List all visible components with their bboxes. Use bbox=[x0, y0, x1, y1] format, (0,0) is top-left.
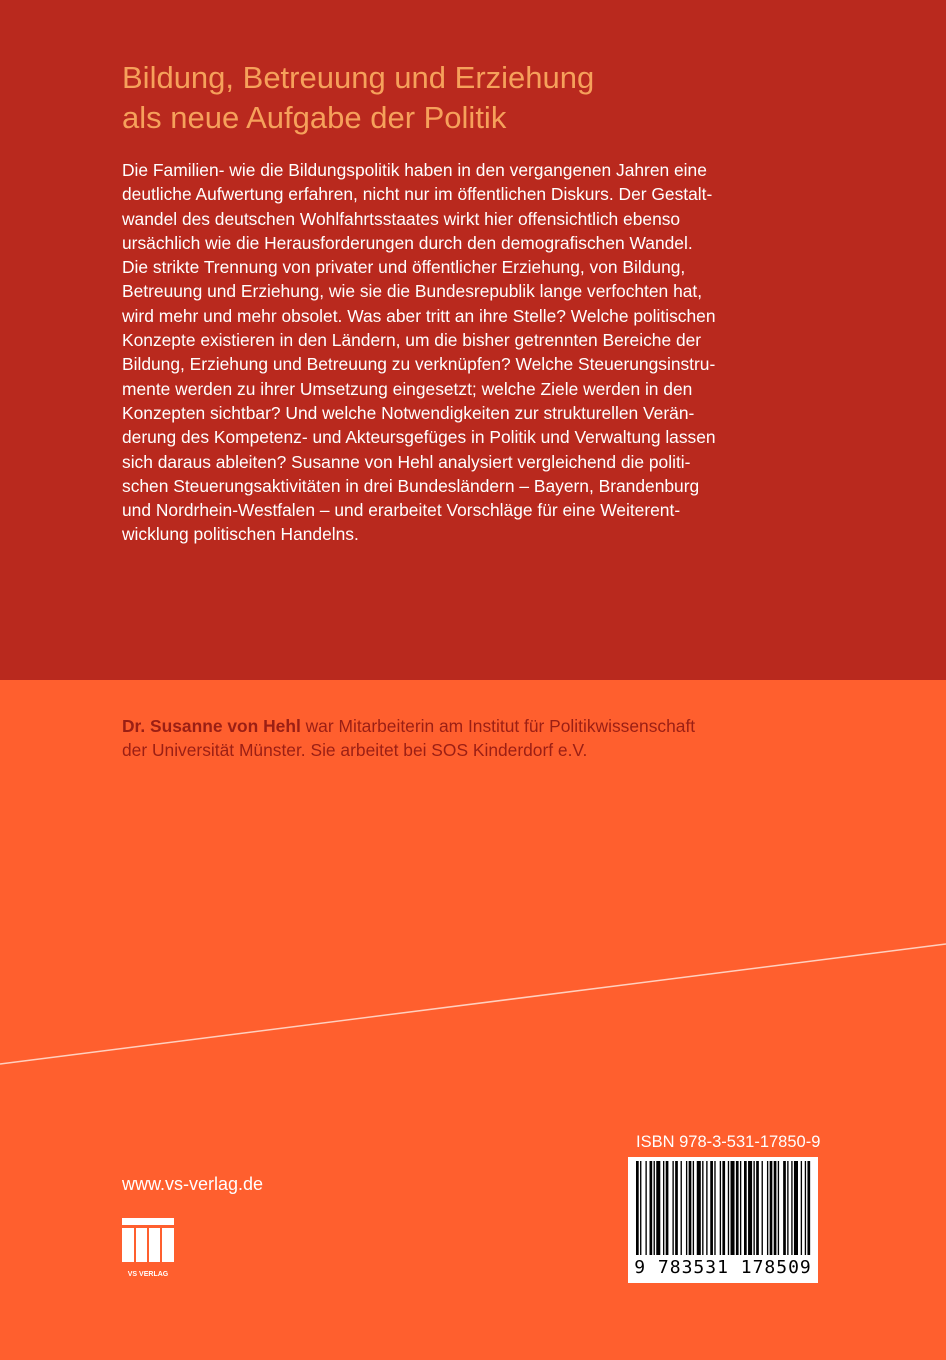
barcode-bar bbox=[702, 1161, 703, 1255]
barcode-bar bbox=[636, 1161, 639, 1255]
barcode-digits: 9 783531 178509 bbox=[634, 1257, 812, 1278]
blurb-line: derung des Kompetenz- und Akteursgefüges in Politik und Verwaltung lassen bbox=[122, 427, 716, 448]
barcode-bar bbox=[731, 1161, 735, 1255]
author-bio-line: der Universität Münster. Sie arbeitet bei SOS Kinderdorf e.V. bbox=[122, 740, 588, 760]
barcode-bar bbox=[791, 1161, 792, 1255]
blurb-line: sich daraus ableiten? Susanne von Hehl analysiert vergleichend die politi- bbox=[122, 451, 691, 472]
barcode-bar bbox=[794, 1161, 798, 1255]
barcode-bar bbox=[645, 1161, 646, 1255]
barcode-bar bbox=[767, 1161, 768, 1255]
barcode-bar bbox=[736, 1161, 739, 1255]
barcode-bar bbox=[710, 1161, 713, 1255]
barcode-bar bbox=[689, 1161, 692, 1255]
barcode-bar bbox=[656, 1161, 660, 1255]
barcode-bar bbox=[770, 1161, 773, 1255]
barcode-bar bbox=[778, 1161, 779, 1255]
isbn-barcode bbox=[628, 1157, 818, 1283]
barcode-bar bbox=[714, 1161, 715, 1255]
barcode-bar bbox=[756, 1161, 759, 1255]
author-bio-line bbox=[122, 714, 842, 738]
blurb-line: Die strikte Trennung von privater und öffentlicher Erziehung, von Bildung, bbox=[122, 257, 686, 278]
blurb-line: wicklung politischen Handelns. bbox=[122, 524, 359, 545]
blurb-line: deutliche Aufwertung erfahren, nicht nur im öffentlichen Diskurs. Der Gestalt- bbox=[122, 184, 713, 205]
barcode-bar bbox=[744, 1161, 747, 1255]
barcode-bar bbox=[801, 1161, 802, 1255]
author-bio-text: war Mitarbeiterin am Institut für Politikwissenschaft bbox=[300, 716, 696, 736]
vs-verlag-logo-icon bbox=[122, 1218, 174, 1282]
barcode-bars bbox=[628, 1157, 818, 1257]
barcode-bar bbox=[807, 1161, 810, 1255]
barcode-bar bbox=[666, 1161, 669, 1255]
book-title-line: als neue Aufgabe der Politik bbox=[122, 100, 507, 135]
blurb-line: Konzepte existieren in den Ländern, um die bisher getrennten Bereiche der bbox=[122, 330, 702, 351]
barcode-bar bbox=[805, 1161, 806, 1255]
author-name: Dr. Susanne von Hehl bbox=[122, 716, 301, 736]
barcode-bar bbox=[774, 1161, 777, 1255]
barcode-bar bbox=[672, 1161, 673, 1255]
barcode-bar bbox=[787, 1161, 788, 1255]
blurb-line: wird mehr und mehr obsolet. Was aber tritt an ihre Stelle? Welche politischen bbox=[122, 305, 716, 326]
barcode-bar bbox=[740, 1161, 741, 1255]
blurb-line: Betreuung und Erziehung, wie sie die Bundesrepublik lange verfochten hat, bbox=[122, 281, 703, 302]
barcode-bar bbox=[722, 1161, 725, 1255]
barcode-bar bbox=[675, 1161, 678, 1255]
book-title bbox=[122, 58, 842, 138]
blurb-line: Bildung, Erziehung und Betreuung zu verknüpfen? Welche Steuerungsinstru- bbox=[122, 354, 716, 375]
barcode-bar bbox=[686, 1161, 687, 1255]
blurb-line: Konzepten sichtbar? Und welche Notwendigkeiten zur strukturellen Verän- bbox=[122, 402, 695, 423]
barcode-bar bbox=[663, 1161, 664, 1255]
book-title-line: Bildung, Betreuung und Erziehung bbox=[122, 60, 595, 95]
barcode-bar bbox=[681, 1161, 682, 1255]
barcode-bar bbox=[728, 1161, 729, 1255]
blurb-text bbox=[122, 158, 822, 547]
barcode-bar bbox=[748, 1161, 752, 1255]
barcode-bar bbox=[693, 1161, 694, 1255]
barcode-bar bbox=[762, 1161, 763, 1255]
blurb-line: Die Familien- wie die Bildungspolitik haben in den vergangenen Jahren eine bbox=[122, 160, 707, 180]
logo-text: VS VERLAG bbox=[127, 1271, 169, 1278]
author-bio bbox=[122, 714, 842, 762]
barcode-bar bbox=[654, 1161, 655, 1255]
blurb-line: schen Steuerungsaktivitäten in drei Bundesländern – Bayern, Brandenburg bbox=[122, 475, 700, 496]
barcode-bar bbox=[650, 1161, 653, 1255]
barcode-bar bbox=[753, 1161, 754, 1255]
blurb-line: wandel des deutschen Wohlfahrtsstaates wirkt hier offensichtlich ebenso bbox=[122, 208, 681, 229]
barcode-bar bbox=[640, 1161, 641, 1255]
barcode-bar bbox=[706, 1161, 707, 1255]
barcode-bar bbox=[720, 1161, 721, 1255]
blurb-line: und Nordrhein-Westfalen – und erarbeitet Vorschläge für eine Weiterent- bbox=[122, 500, 681, 521]
publisher-url[interactable]: www.vs-verlag.de bbox=[122, 1174, 264, 1194]
isbn-label: ISBN 978-3-531-17850-9 bbox=[636, 1133, 821, 1151]
blurb-line: mente werden zu ihrer Umsetzung eingesetzt; welche Ziele werden in den bbox=[122, 378, 693, 399]
blurb-line: ursächlich wie die Herausforderungen durch den demografischen Wandel. bbox=[122, 232, 693, 253]
barcode-bar bbox=[697, 1161, 701, 1255]
barcode-bar bbox=[783, 1161, 786, 1255]
